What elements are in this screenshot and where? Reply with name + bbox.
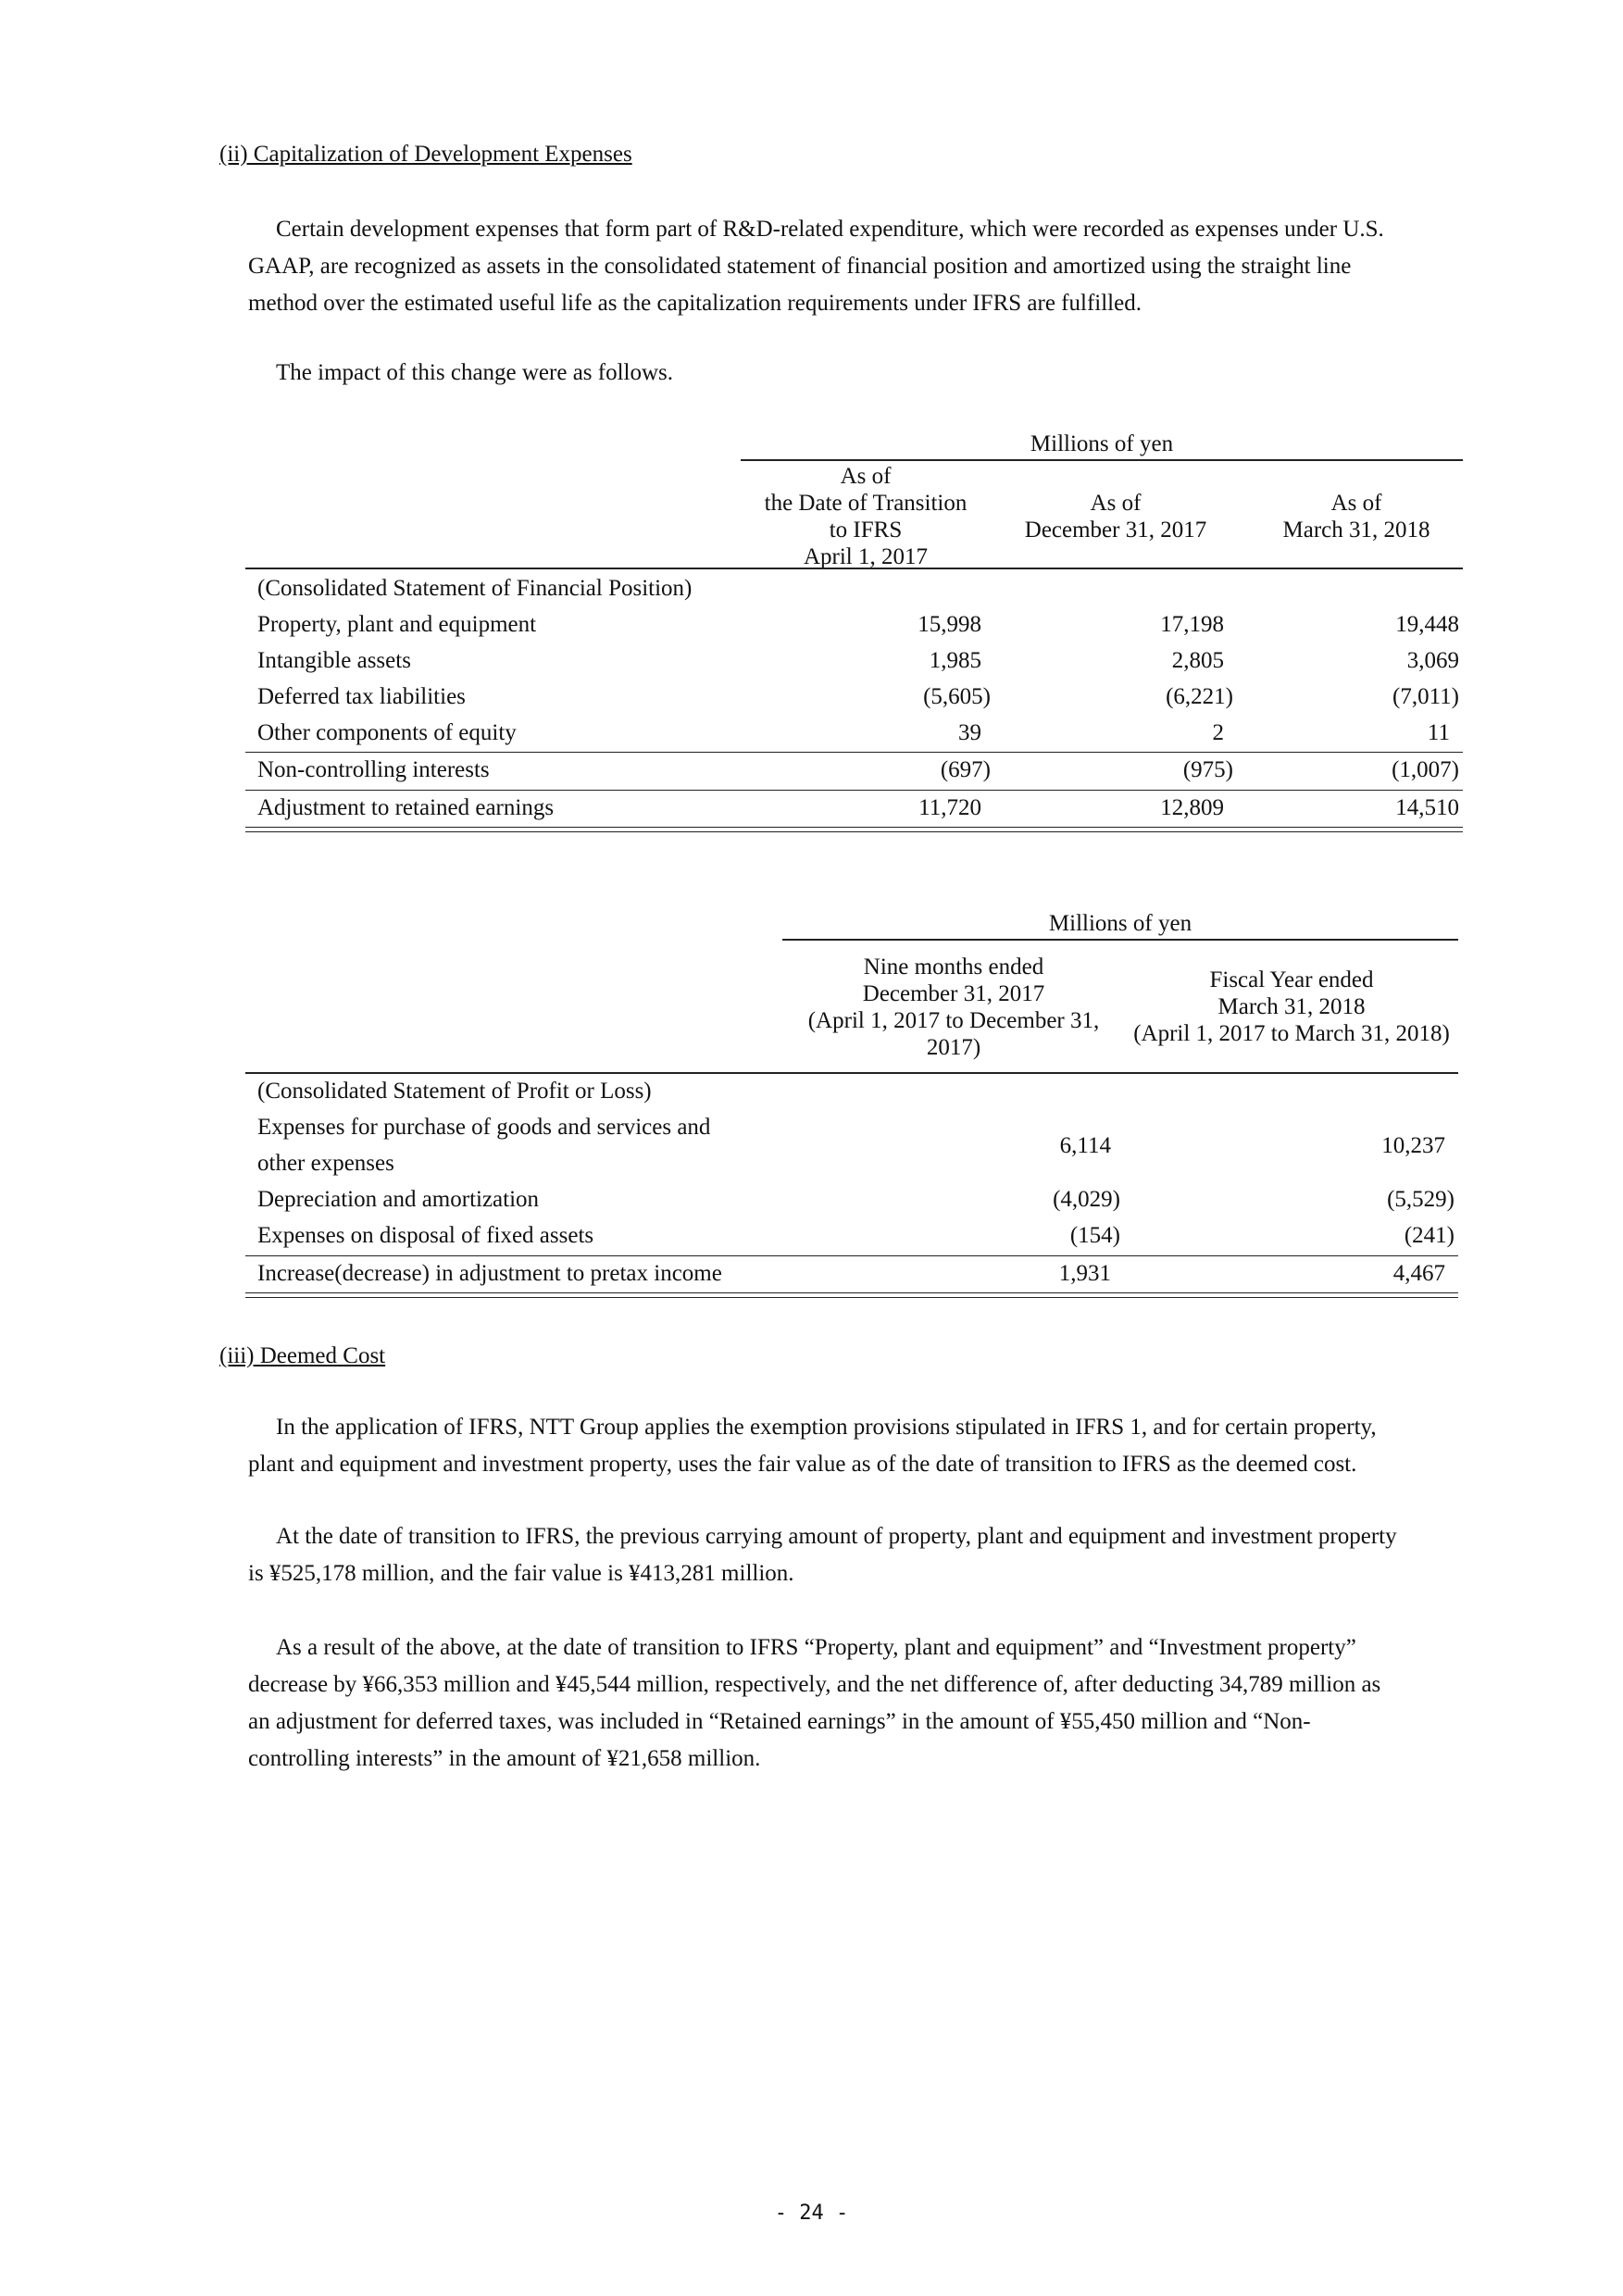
page-number: - 24 - [774,2202,849,2225]
table1-cell: (975) [1182,757,1233,782]
table2-unit-rule [782,939,1458,941]
table1-cell: 17,198 [1160,612,1224,637]
header-line: (April 1, 2017 to March 31, 2018) [1133,1021,1450,1046]
section-iii-paragraph-2 [248,1518,1489,1592]
table2-total-rule [245,1255,1458,1256]
header-line: December 31, 2017 [1024,518,1207,543]
table1-cell: (7,011) [1392,684,1459,709]
table1-row-label: Property, plant and equipment [257,612,537,637]
table1-cell: (697) [940,757,991,782]
section-ii-paragraph-2 [248,355,1489,392]
table1-row-label: Other components of equity [257,720,517,745]
header-line: March 31, 2018 [1217,994,1366,1019]
header-line: As of [840,464,892,489]
section-iii-paragraph-3 [248,1629,1489,1778]
table2-header-rule [245,1072,1458,1074]
table1-cell: 14,510 [1395,795,1459,820]
table1-col2-header [1000,490,1231,543]
table2-cell: (5,529) [1387,1187,1454,1212]
table1-cell: (5,605) [923,684,991,709]
text-line: GAAP, are recognized as assets in the consolidated statement of financial position and amortized using the straight line [248,254,1352,279]
table1-subtotal-rule [245,752,1463,753]
table1-row-label: Deferred tax liabilities [257,684,466,709]
section-ii-paragraph-1 [248,211,1489,322]
table1-unit-header: Millions of yen [1030,431,1174,456]
header-line: 2017) [926,1035,981,1060]
table2-row-label: other expenses [257,1151,394,1176]
table2-double-rule-bottom [245,1297,1458,1298]
text-line: The impact of this change were as follows. [276,360,674,385]
table2-row-label: Expenses for purchase of goods and services and [257,1115,711,1140]
text-line: plant and equipment and investment property, uses the fair value as of the date of transition to IFRS as the deemed cost. [248,1452,1357,1477]
table1-col1-header [731,463,1000,570]
table1-section-label: (Consolidated Statement of Financial Position) [257,576,693,601]
table1-double-rule-bottom [245,831,1463,832]
table1-cell: 15,998 [918,612,981,637]
table1-unit-rule [741,459,1463,461]
text-line: decrease by ¥66,353 million and ¥45,544 million, respectively, and the net difference of, after deducting 34,789 million as [248,1672,1381,1697]
table1-cell: 11,720 [918,795,981,820]
table1-row-label: Adjustment to retained earnings [257,795,555,820]
table1-cell: 11 [1427,720,1450,745]
text-line: an adjustment for deferred taxes, was included in “Retained earnings” in the amount of ¥55,450 million and “Non- [248,1709,1311,1734]
table1-cell: 39 [958,720,981,745]
table1-header-rule [245,568,1463,569]
header-line: April 1, 2017 [803,544,929,569]
text-line: At the date of transition to IFRS, the previous carrying amount of property, plant and equipment and investment property [276,1524,1397,1549]
table1-cell: 1,985 [929,648,981,673]
table2-row-label: Increase(decrease) in adjustment to pretax income [257,1261,722,1286]
header-line: to IFRS [829,518,903,543]
table2-col1-header [782,954,1125,1061]
table2-row-label: Depreciation and amortization [257,1187,540,1212]
text-line: controlling interests” in the amount of ¥21,658 million. [248,1746,761,1771]
table2-col2-header [1116,967,1467,1047]
table1-double-rule-top [245,827,1463,828]
table1-row-label: Intangible assets [257,648,411,673]
text-line: Certain development expenses that form part of R&D-related expenditure, which were recorded as expenses under U.S. [276,217,1384,242]
text-line: is ¥525,178 million, and the fair value is ¥413,281 million. [248,1561,794,1586]
table1-col3-header [1241,490,1472,543]
header-line: As of [1090,491,1142,516]
section-iii-paragraph-1 [248,1409,1489,1483]
table1-cell: (6,221) [1166,684,1233,709]
table1-cell: 2 [1212,720,1224,745]
header-line: December 31, 2017 [862,981,1045,1006]
table2-cell: (4,029) [1053,1187,1120,1212]
text-line: In the application of IFRS, NTT Group applies the exemption provisions stipulated in IFRS 1, and for certain property, [276,1415,1377,1440]
table2-cell: 10,237 [1381,1133,1445,1158]
table2-cell: 6,114 [1059,1133,1111,1158]
header-line: March 31, 2018 [1282,518,1430,543]
table2-row-label: Expenses on disposal of fixed assets [257,1223,594,1248]
table2-cell: (154) [1069,1223,1120,1248]
table2-cell: 1,931 [1058,1261,1111,1286]
table2-cell: (241) [1404,1223,1454,1248]
table2-double-rule-top [245,1292,1458,1293]
table1-total-rule [245,790,1463,791]
header-line: the Date of Transition [764,491,968,516]
text-line: method over the estimated useful life as the capitalization requirements under IFRS are fulfilled. [248,291,1142,316]
table2-unit-header: Millions of yen [1048,911,1192,936]
header-line: (April 1, 2017 to December 31, [807,1008,1100,1033]
section-ii-heading: (ii) Capitalization of Development Expenses [219,142,632,167]
table1-cell: 2,805 [1171,648,1224,673]
table1-cell: 3,069 [1406,648,1459,673]
table1-cell: 19,448 [1395,612,1459,637]
header-line: As of [1330,491,1382,516]
section-iii-heading: (iii) Deemed Cost [219,1343,386,1368]
table1-cell: (1,007) [1392,757,1459,782]
table2-cell: 4,467 [1392,1261,1445,1286]
header-line: Fiscal Year ended [1209,967,1374,992]
table1-row-label: Non-controlling interests [257,757,490,782]
table1-cell: 12,809 [1160,795,1224,820]
table2-section-label: (Consolidated Statement of Profit or Loss) [257,1079,652,1104]
header-line: Nine months ended [863,955,1044,980]
text-line: As a result of the above, at the date of transition to IFRS “Property, plant and equipment” and “Investment property” [276,1635,1356,1660]
